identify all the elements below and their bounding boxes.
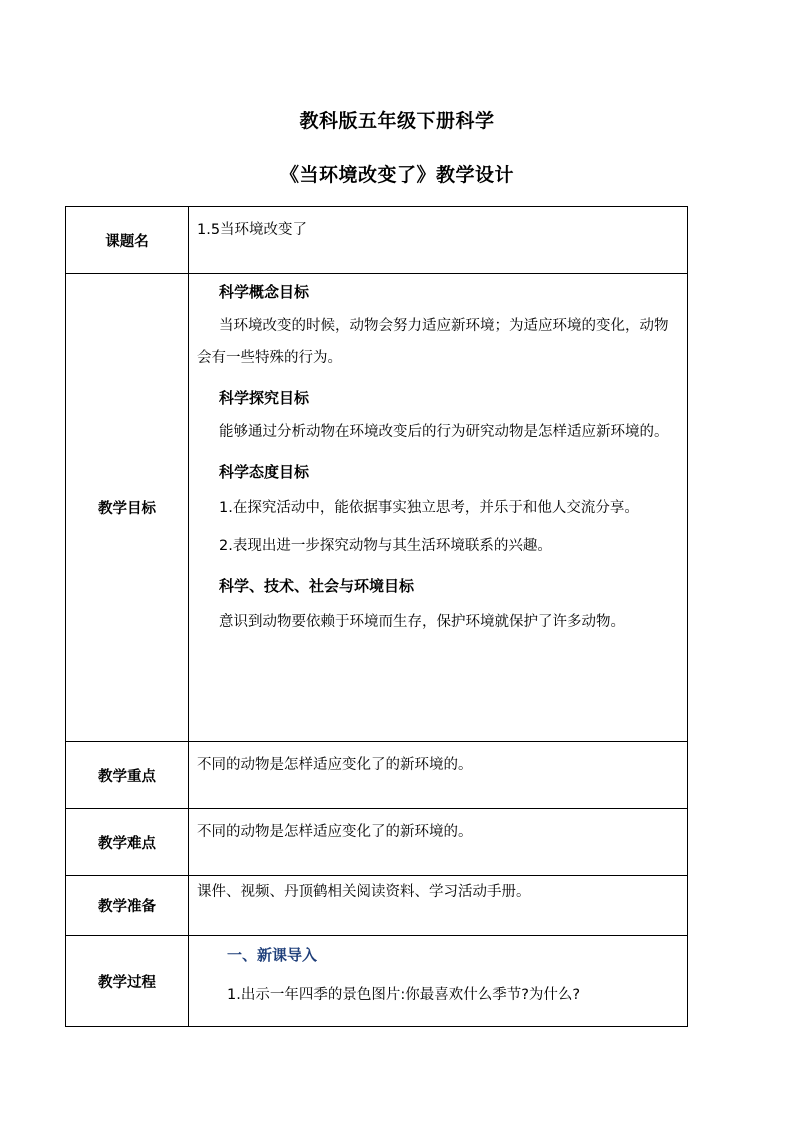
- document-title: 教科版五年级下册科学: [299, 110, 495, 132]
- concept-heading: 科学概念目标: [219, 283, 310, 301]
- lesson-name-value: 1.5当环境改变了: [189, 207, 688, 274]
- difficulty-value: 不同的动物是怎样适应变化了的新环境的。: [189, 809, 688, 876]
- table-row-difficulty: [66, 809, 688, 876]
- inquiry-heading: 科学探究目标: [219, 389, 310, 407]
- lesson-name-label: 课题名: [66, 207, 189, 274]
- process-label: 教学过程: [66, 936, 189, 1027]
- objectives-content: [189, 274, 688, 742]
- process-section-heading: 一、新课导入: [227, 946, 318, 964]
- document-subtitle: 《当环境改变了》教学设计: [279, 164, 514, 186]
- difficulty-label: 教学难点: [66, 809, 189, 876]
- concept-text: 当环境改变的时候，动物会努力适应新环境；为适应环境的变化，动物会有一些特殊的行为。: [197, 318, 669, 366]
- lesson-plan-table: [65, 206, 688, 1027]
- key-point-label: 教学重点: [66, 742, 189, 809]
- table-row-lesson-name: [66, 207, 688, 274]
- attitude-heading: 科学态度目标: [219, 463, 310, 481]
- process-item-1: 1.出示一年四季的景色图片:你最喜欢什么季节?为什么?: [227, 987, 581, 1003]
- attitude-item-1: 1.在探究活动中，能依据事实独立思考，并乐于和他人交流分享。: [219, 500, 639, 516]
- preparation-value: 课件、视频、丹顶鹤相关阅读资料、学习活动手册。: [189, 876, 688, 936]
- objectives-label: 教学目标: [66, 274, 189, 742]
- table-row-key-point: [66, 742, 688, 809]
- inquiry-text: 能够通过分析动物在环境改变后的行为研究动物是怎样适应新环境的。: [219, 424, 669, 440]
- stse-text: 意识到动物要依赖于环境而生存，保护环境就保护了许多动物。: [219, 614, 625, 630]
- table-row-process: [66, 936, 688, 1027]
- table-row-objectives: [66, 274, 688, 742]
- attitude-item-2: 2.表现出进一步探究动物与其生活环境联系的兴趣。: [219, 538, 552, 554]
- stse-heading: 科学、技术、社会与环境目标: [219, 577, 415, 595]
- key-point-value: 不同的动物是怎样适应变化了的新环境的。: [189, 742, 688, 809]
- preparation-label: 教学准备: [66, 876, 189, 936]
- table-row-preparation: [66, 876, 688, 936]
- process-content: [189, 936, 688, 1027]
